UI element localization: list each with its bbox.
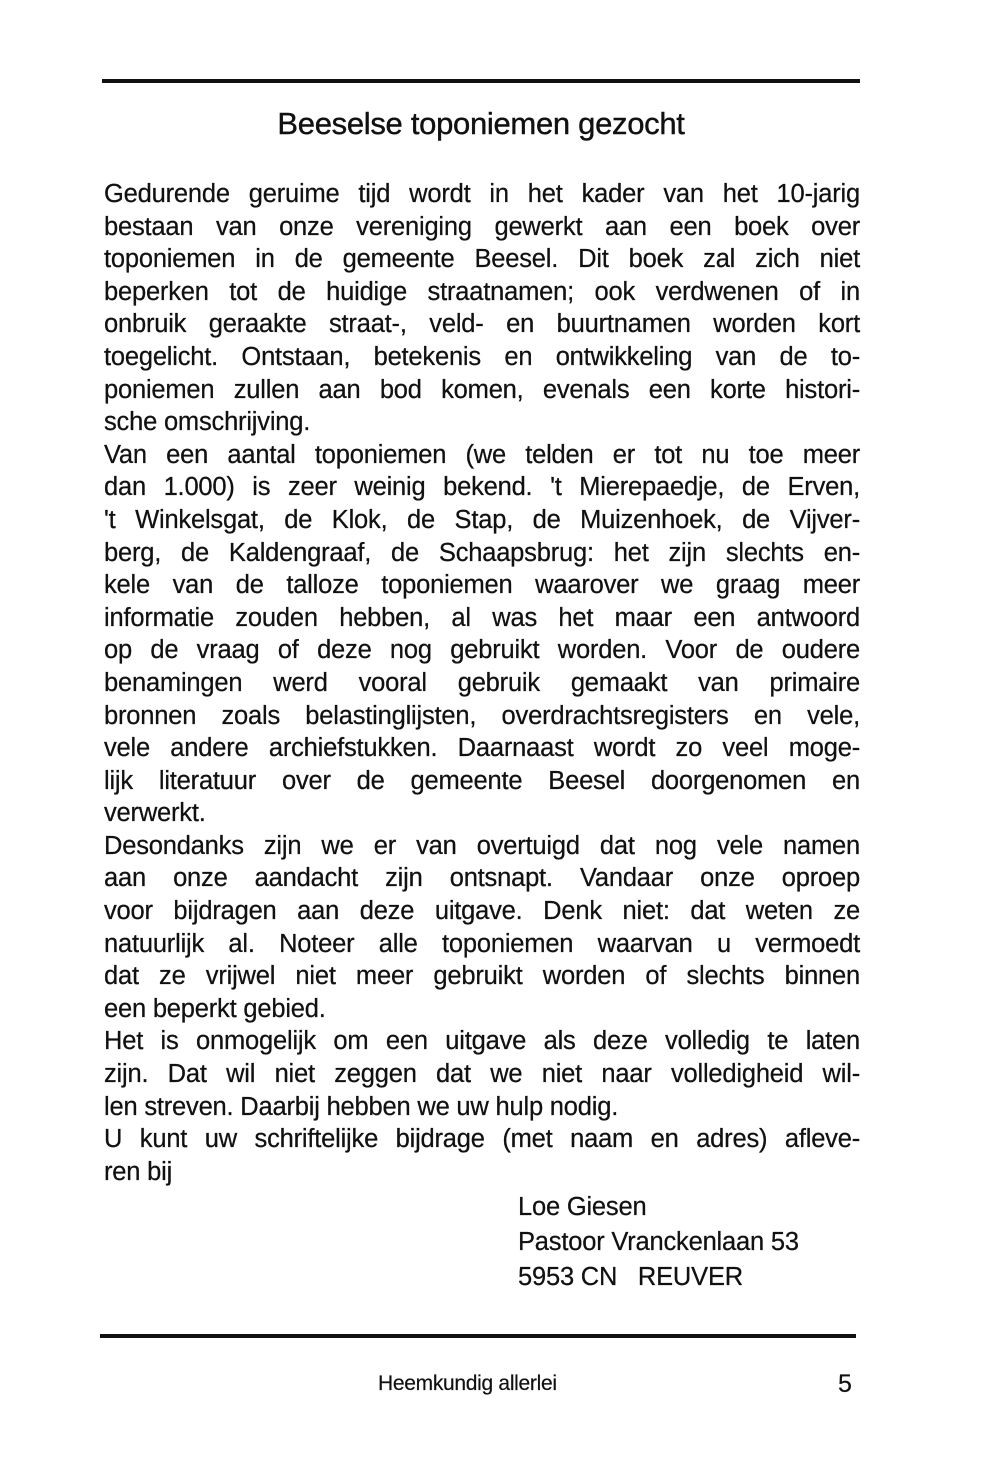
- body-line: zijn. Dat wil niet zeggen dat we niet naar volledigheid wil-: [104, 1060, 860, 1089]
- body-line: onbruik geraakte straat-, veld- en buurtnamen worden kort: [104, 310, 860, 339]
- body-line: aan onze aandacht zijn ontsnapt. Vandaar onze oproep: [104, 864, 860, 893]
- address-city: 5953 CN REUVER: [518, 1263, 743, 1291]
- address-name: Loe Giesen: [518, 1193, 647, 1221]
- body-line: informatie zouden hebben, al was het maar een antwoord: [104, 603, 860, 632]
- body-line: U kunt uw schriftelijke bijdrage (met naam en adres) afleve-: [104, 1125, 860, 1154]
- body-line: verwerkt.: [104, 799, 206, 828]
- body-line: dan 1.000) is zeer weinig bekend. 't Mierepaedje, de Erven,: [104, 473, 860, 502]
- body-line: Gedurende geruime tijd wordt in het kader van het 10-jarig: [104, 180, 860, 208]
- bottom-divider: [100, 1334, 856, 1338]
- body-line: toponiemen in de gemeente Beesel. Dit boek zal zich niet: [104, 245, 860, 274]
- body-line: Van een aantal toponiemen (we telden er tot nu toe meer: [104, 440, 860, 469]
- body-line: benamingen werd vooral gebruik gemaakt van primaire: [104, 668, 860, 697]
- body-line: Desondanks zijn we er van overtuigd dat nog vele namen: [104, 831, 860, 860]
- body-line: bestaan van onze vereniging gewerkt aan een boek over: [104, 212, 860, 241]
- body-line: Het is onmogelijk om een uitgave als deze volledig te laten: [104, 1027, 860, 1056]
- body-line: een beperkt gebied.: [104, 994, 326, 1023]
- body-line: sche omschrijving.: [104, 408, 311, 437]
- body-line: poniemen zullen aan bod komen, evenals een korte histori-: [104, 375, 860, 404]
- body-line: berg, de Kaldengraaf, de Schaapsbrug: het zijn slechts en-: [104, 538, 860, 567]
- contact-address: [518, 1190, 799, 1295]
- body-line: 't Winkelsgat, de Klok, de Stap, de Muizenhoek, de Vijver-: [104, 505, 860, 534]
- body-line: natuurlijk al. Noteer alle toponiemen waarvan u vermoedt: [104, 929, 860, 958]
- body-line: dat ze vrijwel niet meer gebruikt worden of slechts binnen: [104, 962, 860, 991]
- body-line: op de vraag of deze nog gebruikt worden. Voor de oudere: [104, 636, 860, 665]
- body-line: len streven. Daarbij hebben we uw hulp nodig.: [104, 1092, 619, 1121]
- address-street: Pastoor Vranckenlaan 53: [518, 1228, 799, 1256]
- body-line: toegelicht. Ontstaan, betekenis en ontwikkeling van de to-: [104, 342, 860, 371]
- body-line: bronnen zoals belastinglijsten, overdrachtsregisters en vele,: [104, 701, 860, 730]
- publication-name: Heemkundig allerlei: [378, 1372, 557, 1395]
- article-body: [104, 178, 860, 1188]
- body-line: kele van de talloze toponiemen waarover we graag meer: [104, 571, 860, 600]
- body-line: beperken tot de huidige straatnamen; ook verdwenen of in: [104, 277, 860, 306]
- article-title: Beeselse toponiemen gezocht: [277, 106, 685, 141]
- page-number: 5: [838, 1370, 852, 1398]
- top-divider: [102, 79, 860, 83]
- body-line: lijk literatuur over de gemeente Beesel doorgenomen en: [104, 766, 860, 795]
- body-line: vele andere archiefstukken. Daarnaast wordt zo veel moge-: [104, 734, 860, 763]
- body-line: voor bijdragen aan deze uitgave. Denk niet: dat weten ze: [104, 897, 860, 926]
- body-line: ren bij: [104, 1157, 173, 1186]
